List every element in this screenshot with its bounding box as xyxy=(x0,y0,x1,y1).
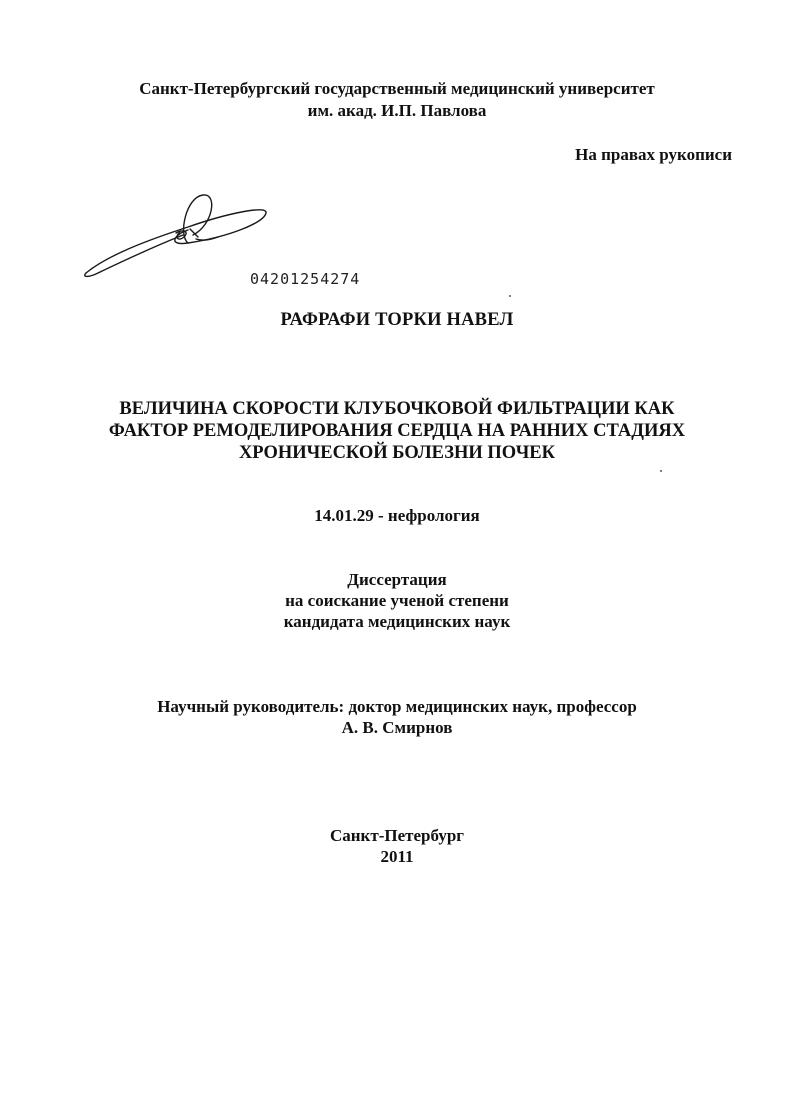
university-name-line1: Санкт-Петербургский государственный медицинский университет xyxy=(139,79,655,98)
scan-speck xyxy=(509,295,511,297)
supervisor-line1: Научный руководитель: доктор медицинских наук, профессор xyxy=(157,697,637,716)
university-name-line2: им. акад. И.П. Павлова xyxy=(307,101,487,120)
handwritten-signature xyxy=(78,185,278,285)
dissertation-title-line2: ФАКТОР РЕМОДЕЛИРОВАНИЯ СЕРДЦА НА РАННИХ СТАДИЯХ xyxy=(108,421,686,441)
degree-line2: на соискание ученой степени xyxy=(285,591,509,610)
scan-speck xyxy=(660,470,662,472)
author-name: РАФРАФИ ТОРКИ НАВЕЛ xyxy=(280,310,514,330)
footer-city: Санкт-Петербург xyxy=(329,826,465,845)
archive-stamp-number: 04201254274 xyxy=(250,270,361,288)
degree-heading: Диссертация xyxy=(347,570,447,589)
rights-note: На правах рукописи xyxy=(575,145,732,164)
degree-line3: кандидата медицинских наук xyxy=(283,612,511,631)
specialty-code: 14.01.29 - нефрология xyxy=(314,506,480,525)
dissertation-title-line1: ВЕЛИЧИНА СКОРОСТИ КЛУБОЧКОВОЙ ФИЛЬТРАЦИИ КАК xyxy=(119,399,675,419)
supervisor-name: А. В. Смирнов xyxy=(341,718,453,737)
footer-year: 2011 xyxy=(380,847,414,866)
dissertation-title-line3: ХРОНИЧЕСКОЙ БОЛЕЗНИ ПОЧЕК xyxy=(238,443,556,463)
